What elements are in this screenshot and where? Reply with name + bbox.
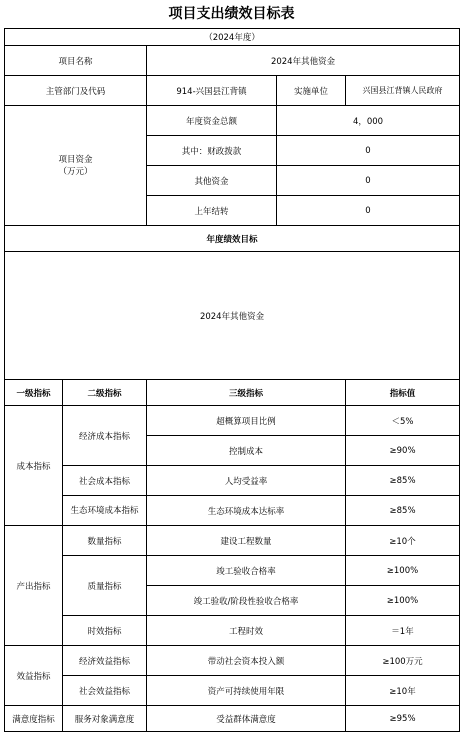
cost-r2-name: 控制成本 — [147, 436, 346, 466]
cost-r4-name: 生态环境成本达标率 — [147, 496, 346, 526]
goal-text: 2024年其他资金 — [5, 252, 460, 380]
cost-r2-value: ≥90% — [346, 436, 460, 466]
cost-r3-name: 人均受益率 — [147, 466, 346, 496]
funds-total-value: 4，000 — [277, 106, 460, 136]
satisfaction-l2: 服务对象满意度 — [63, 706, 147, 732]
header-l1: 一级指标 — [5, 380, 63, 406]
output-r3-name: 竣工验收/阶段性验收合格率 — [147, 586, 346, 616]
header-l3: 三级指标 — [147, 380, 346, 406]
output-r3-value: ≥100% — [346, 586, 460, 616]
output-r4-name: 工程时效 — [147, 616, 346, 646]
dept-value: 914-兴国县江背镇 — [147, 76, 277, 106]
funds-other-value: 0 — [277, 166, 460, 196]
funds-carryover-value: 0 — [277, 196, 460, 226]
benefit-r1-value: ≥100万元 — [346, 646, 460, 676]
output-r1-value: ≥10个 — [346, 526, 460, 556]
funds-fiscal-label: 其中：财政拨款 — [147, 136, 277, 166]
benefit-r2-name: 资产可持续使用年限 — [147, 676, 346, 706]
output-r1-name: 建设工程数量 — [147, 526, 346, 556]
header-value: 指标值 — [346, 380, 460, 406]
benefit-r2-value: ≥10年 — [346, 676, 460, 706]
benefit-econ-l2: 经济效益指标 — [63, 646, 147, 676]
benefit-social-l2: 社会效益指标 — [63, 676, 147, 706]
header-l2: 二级指标 — [63, 380, 147, 406]
output-l1: 产出指标 — [5, 526, 63, 646]
performance-table — [4, 28, 460, 732]
satisfaction-r1-value: ≥95% — [346, 706, 460, 732]
project-name-label: 项目名称 — [5, 46, 147, 76]
page-title: 项目支出绩效目标表 — [168, 6, 295, 22]
funds-label: 项目资金 （万元） — [5, 106, 147, 226]
output-r2-value: ≥100% — [346, 556, 460, 586]
cost-l1: 成本指标 — [5, 406, 63, 526]
funds-fiscal-value: 0 — [277, 136, 460, 166]
satisfaction-l1: 满意度指标 — [5, 706, 63, 732]
output-r4-value: ＝1年 — [346, 616, 460, 646]
output-quality-l2: 质量指标 — [63, 556, 147, 616]
satisfaction-r1-name: 受益群体满意度 — [147, 706, 346, 732]
benefit-r1-name: 带动社会资本投入额 — [147, 646, 346, 676]
cost-econ-l2: 经济成本指标 — [63, 406, 147, 466]
output-time-l2: 时效指标 — [63, 616, 147, 646]
cost-r3-value: ≥85% — [346, 466, 460, 496]
cost-r1-value: ＜5% — [346, 406, 460, 436]
dept-label: 主管部门及代码 — [5, 76, 147, 106]
year-label: （2024年度） — [5, 29, 460, 46]
project-name-value: 2024年其他资金 — [147, 46, 460, 76]
funds-total-label: 年度资金总额 — [147, 106, 277, 136]
benefit-l1: 效益指标 — [5, 646, 63, 706]
impl-label: 实施单位 — [277, 76, 346, 106]
cost-r1-name: 超概算项目比例 — [147, 406, 346, 436]
funds-carryover-label: 上年结转 — [147, 196, 277, 226]
output-r2-name: 竣工验收合格率 — [147, 556, 346, 586]
output-qty-l2: 数量指标 — [63, 526, 147, 556]
cost-eco-l2: 生态环境成本指标 — [63, 496, 147, 526]
funds-other-label: 其他资金 — [147, 166, 277, 196]
cost-social-l2: 社会成本指标 — [63, 466, 147, 496]
impl-value: 兴国县江背镇人民政府 — [346, 76, 460, 106]
cost-r4-value: ≥85% — [346, 496, 460, 526]
goal-label: 年度绩效目标 — [5, 226, 460, 252]
